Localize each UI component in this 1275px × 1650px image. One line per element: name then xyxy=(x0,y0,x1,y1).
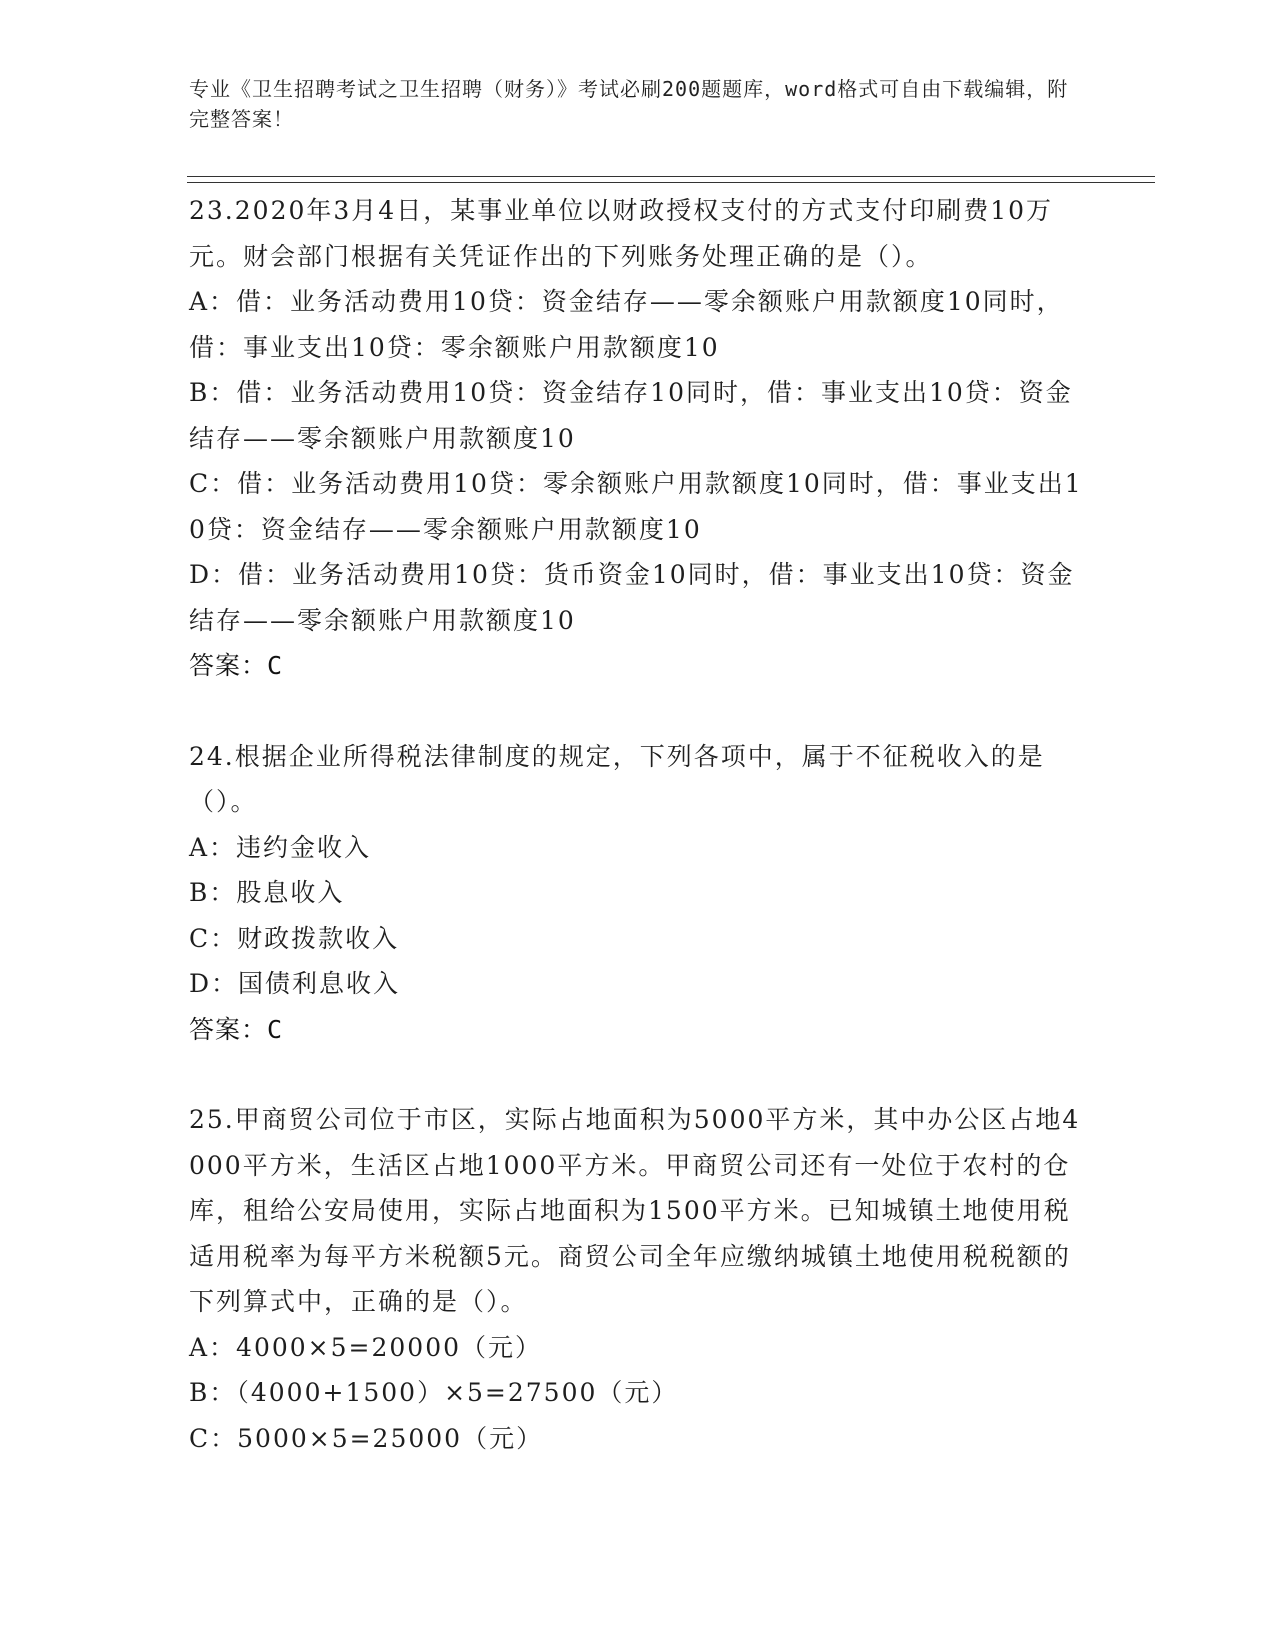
option-c: C：借：业务活动费用10贷：零余额账户用款额度10同时，借：事业支出10贷：资金结存——零余额账户用款额度10 xyxy=(189,469,1083,544)
question-stem: 23.2020年3月4日，某事业单位以财政授权支付的方式支付印刷费10万元。财会部门根据有关凭证作出的下列账务处理正确的是（）。 xyxy=(189,196,1054,271)
header-divider-bottom xyxy=(187,182,1155,183)
option-a: A：借：业务活动费用10贷：资金结存——零余额账户用款额度10同时，借：事业支出10贷：零余额账户用款额度10 xyxy=(189,287,1064,362)
option-a: A：违约金收入 xyxy=(189,832,372,862)
option-a: A：4000×5=20000（元） xyxy=(189,1332,543,1362)
option-b: B：借：业务活动费用10贷：资金结存10同时，借：事业支出10贷：资金结存——零余额账户用款额度10 xyxy=(189,378,1073,453)
answer-line: 答案：C xyxy=(189,1014,284,1044)
option-d: D：国债利息收入 xyxy=(189,969,401,998)
option-c: C：财政拨款收入 xyxy=(189,923,400,953)
question-stem: 25.甲商贸公司位于市区，实际占地面积为5000平方米，其中办公区占地4000平方米，生活区占地1000平方米。甲商贸公司还有一处位于农村的仓库，租给公安局使用，实际占地面积为1500平方米。已知城镇土地使用税适用税率为每平方米税额5元。商贸公司全年应缴纳城镇土地使用税税额的下列算式中，正确的是（）。 xyxy=(189,1105,1081,1316)
document-header: 专业《卫生招聘考试之卫生招聘（财务）》考试必刷200题题库，word格式可自由下载编辑，附完整答案！ xyxy=(189,77,1069,131)
option-b: B：股息收入 xyxy=(189,878,345,907)
question-23 xyxy=(189,188,1089,689)
question-list xyxy=(189,188,1089,1461)
answer-line: 答案：C xyxy=(189,651,284,680)
question-stem: 24.根据企业所得税法律制度的规定，下列各项中，属于不征税收入的是（）。 xyxy=(189,741,1045,816)
question-24 xyxy=(189,734,1089,1053)
option-d: D：借：业务活动费用10贷：货币资金10同时，借：事业支出10贷：资金结存——零余额账户用款额度10 xyxy=(189,560,1075,635)
header-divider-top xyxy=(187,176,1155,177)
option-b: B：（4000+1500）×5=27500（元） xyxy=(189,1378,679,1407)
question-25 xyxy=(189,1097,1089,1461)
option-c: C：5000×5=25000（元） xyxy=(189,1423,544,1453)
